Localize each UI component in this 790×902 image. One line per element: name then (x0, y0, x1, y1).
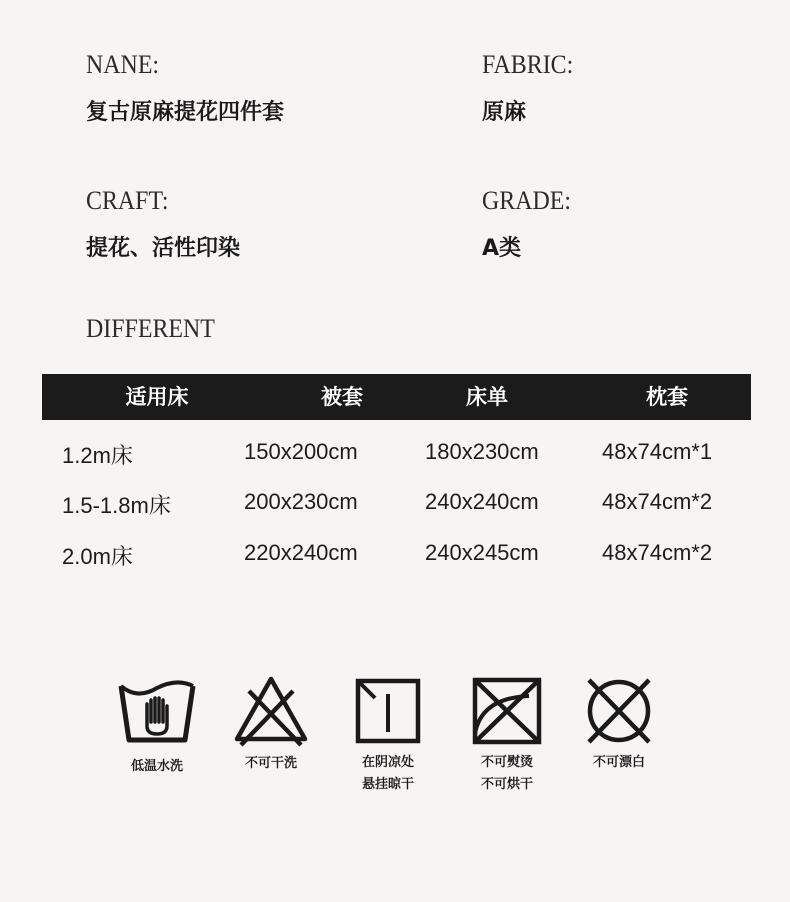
care-no-dryclean (216, 675, 326, 775)
grade-label: GRADE: (482, 186, 572, 215)
cell-bed-sheet: 180x230cm (425, 439, 539, 464)
no-iron-no-tumble-icon (471, 676, 543, 746)
cell-duvet-cover: 220x240cm (244, 540, 358, 565)
care-no-bleach (564, 676, 674, 774)
header-pillowcase: 枕套 (646, 385, 688, 409)
care-label-line: 悬挂晾干 (361, 777, 414, 792)
header-duvet-cover: 被套 (321, 385, 363, 409)
size-table-header (42, 374, 751, 420)
cell-pillowcase: 48x74cm*2 (602, 489, 713, 514)
cell-bed-size: 2.0m床 (62, 544, 133, 569)
no-dryclean-icon (233, 675, 309, 747)
no-bleach-icon (583, 676, 655, 746)
craft-label: CRAFT: (86, 186, 169, 215)
care-label-line: 不可干洗 (244, 756, 297, 771)
grade-value: A类 (482, 236, 522, 261)
care-label-line: 不可熨烫 (480, 755, 533, 770)
header-bed-sheet: 床单 (466, 385, 508, 409)
care-label-line: 不可漂白 (592, 755, 645, 770)
care-dry-in-shade (333, 678, 443, 796)
care-label-line: 不可烘干 (480, 777, 533, 792)
name-value: 复古原麻提花四件套 (86, 100, 285, 125)
care-label-line: 低温水洗 (130, 759, 183, 774)
cell-pillowcase: 48x74cm*1 (602, 439, 713, 464)
cell-bed-size: 1.5-1.8m床 (62, 493, 171, 518)
cell-bed-size: 1.2m床 (62, 443, 133, 468)
cell-duvet-cover: 150x200cm (244, 439, 358, 464)
cell-duvet-cover: 200x230cm (244, 489, 358, 514)
cell-bed-sheet: 240x240cm (425, 489, 539, 514)
care-label-line: 在阴凉处 (361, 755, 414, 770)
different-label: DIFFERENT (86, 314, 215, 343)
care-no-iron-no-tumble (452, 676, 562, 796)
wash-low-temp-icon (117, 680, 197, 746)
header-bed-size: 适用床 (125, 385, 189, 409)
fabric-value: 原麻 (482, 100, 527, 125)
dry-in-shade-icon (355, 678, 421, 744)
craft-value: 提花、活性印染 (86, 236, 241, 261)
fabric-label: FABRIC: (482, 50, 574, 79)
cell-bed-sheet: 240x245cm (425, 540, 539, 565)
care-wash-low-temp (102, 680, 212, 778)
cell-pillowcase: 48x74cm*2 (602, 540, 713, 565)
name-label: NANE: (86, 50, 160, 79)
